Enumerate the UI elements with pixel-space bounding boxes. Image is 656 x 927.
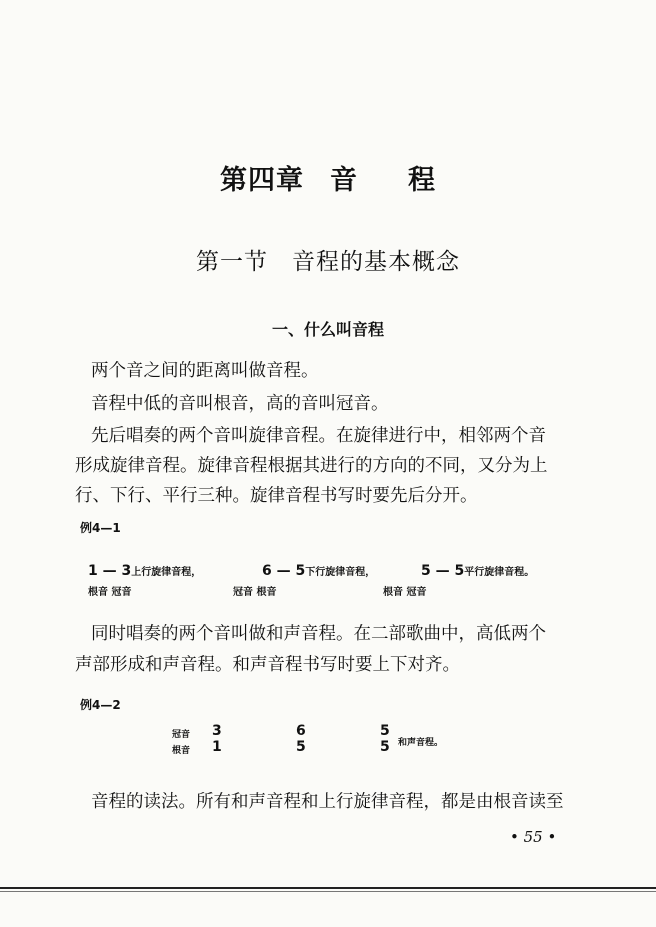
bottom-rule-thin — [0, 891, 656, 892]
paragraph-2: 音程中低的音叫根音，高的音叫冠音。 — [91, 394, 389, 414]
example-1-item-3-sub: 根音 冠音 — [383, 587, 427, 598]
paragraph-3-line-3: 行、下行、平行三种。旋律音程书写时要先后分开。 — [75, 486, 478, 506]
example-2-bottom-label: 根音 — [172, 746, 191, 756]
example-2-col-2-top: 6 — [296, 723, 306, 739]
example-1-item-2-desc: 下行旋律音程， — [305, 567, 376, 578]
example-2-col-3-top: 5 — [380, 723, 390, 739]
subsection-title: 一、什么叫音程 — [271, 320, 384, 339]
page-number: • 55 • — [510, 828, 557, 846]
example-2-col-1-bottom: 1 — [212, 739, 222, 755]
example-1-item-1-sub: 根音 冠音 — [88, 587, 132, 598]
example-2-col-1-top: 3 — [212, 723, 222, 739]
section-name: 音程的基本概念 — [292, 249, 460, 275]
example-1-item-1-notes: 1 — 3 — [88, 563, 132, 579]
chapter-title-char-1: 音 — [330, 165, 358, 196]
chapter-title — [0, 158, 656, 197]
chapter-title-char-2: 程 — [408, 165, 436, 196]
section-number: 第一节 — [196, 249, 268, 275]
paragraph-1: 两个音之间的距离叫做音程。 — [91, 361, 319, 381]
paragraph-4-line-2: 声部形成和声音程。和声音程书写时要上下对齐。 — [75, 655, 460, 675]
example-1-item-2-sub: 冠音 根音 — [233, 587, 277, 598]
example-2-desc: 和声音程。 — [398, 738, 444, 748]
example-1-item-3-notes: 5 — 5 — [421, 563, 465, 579]
example-1-label: 例4—1 — [80, 521, 121, 535]
example-1-item-1 — [88, 560, 201, 579]
example-1-item-1-desc: 上行旋律音程， — [131, 567, 202, 578]
example-2-col-3-bottom: 5 — [380, 739, 390, 755]
paragraph-4-line-1: 同时唱奏的两个音叫做和声音程。在二部歌曲中，高低两个 — [91, 624, 546, 644]
chapter-number: 第四章 — [220, 165, 304, 196]
section-title — [0, 243, 656, 276]
example-2-label: 例4—2 — [80, 698, 121, 712]
example-2-col-2-bottom: 5 — [296, 739, 306, 755]
example-1-item-3-desc: 平行旋律音程。 — [464, 567, 535, 578]
example-1-item-3 — [421, 560, 534, 579]
bottom-rule — [0, 887, 656, 889]
paragraph-5: 音程的读法。所有和声音程和上行旋律音程，都是由根音读至 — [91, 792, 564, 812]
paragraph-3-line-2: 形成旋律音程。旋律音程根据其进行的方向的不同，又分为上 — [75, 456, 548, 476]
example-1-item-2-notes: 6 — 5 — [262, 563, 306, 579]
example-1-item-2 — [262, 560, 375, 579]
example-2-top-label: 冠音 — [172, 730, 191, 740]
paragraph-3-line-1: 先后唱奏的两个音叫旋律音程。在旋律进行中，相邻两个音 — [91, 426, 546, 446]
